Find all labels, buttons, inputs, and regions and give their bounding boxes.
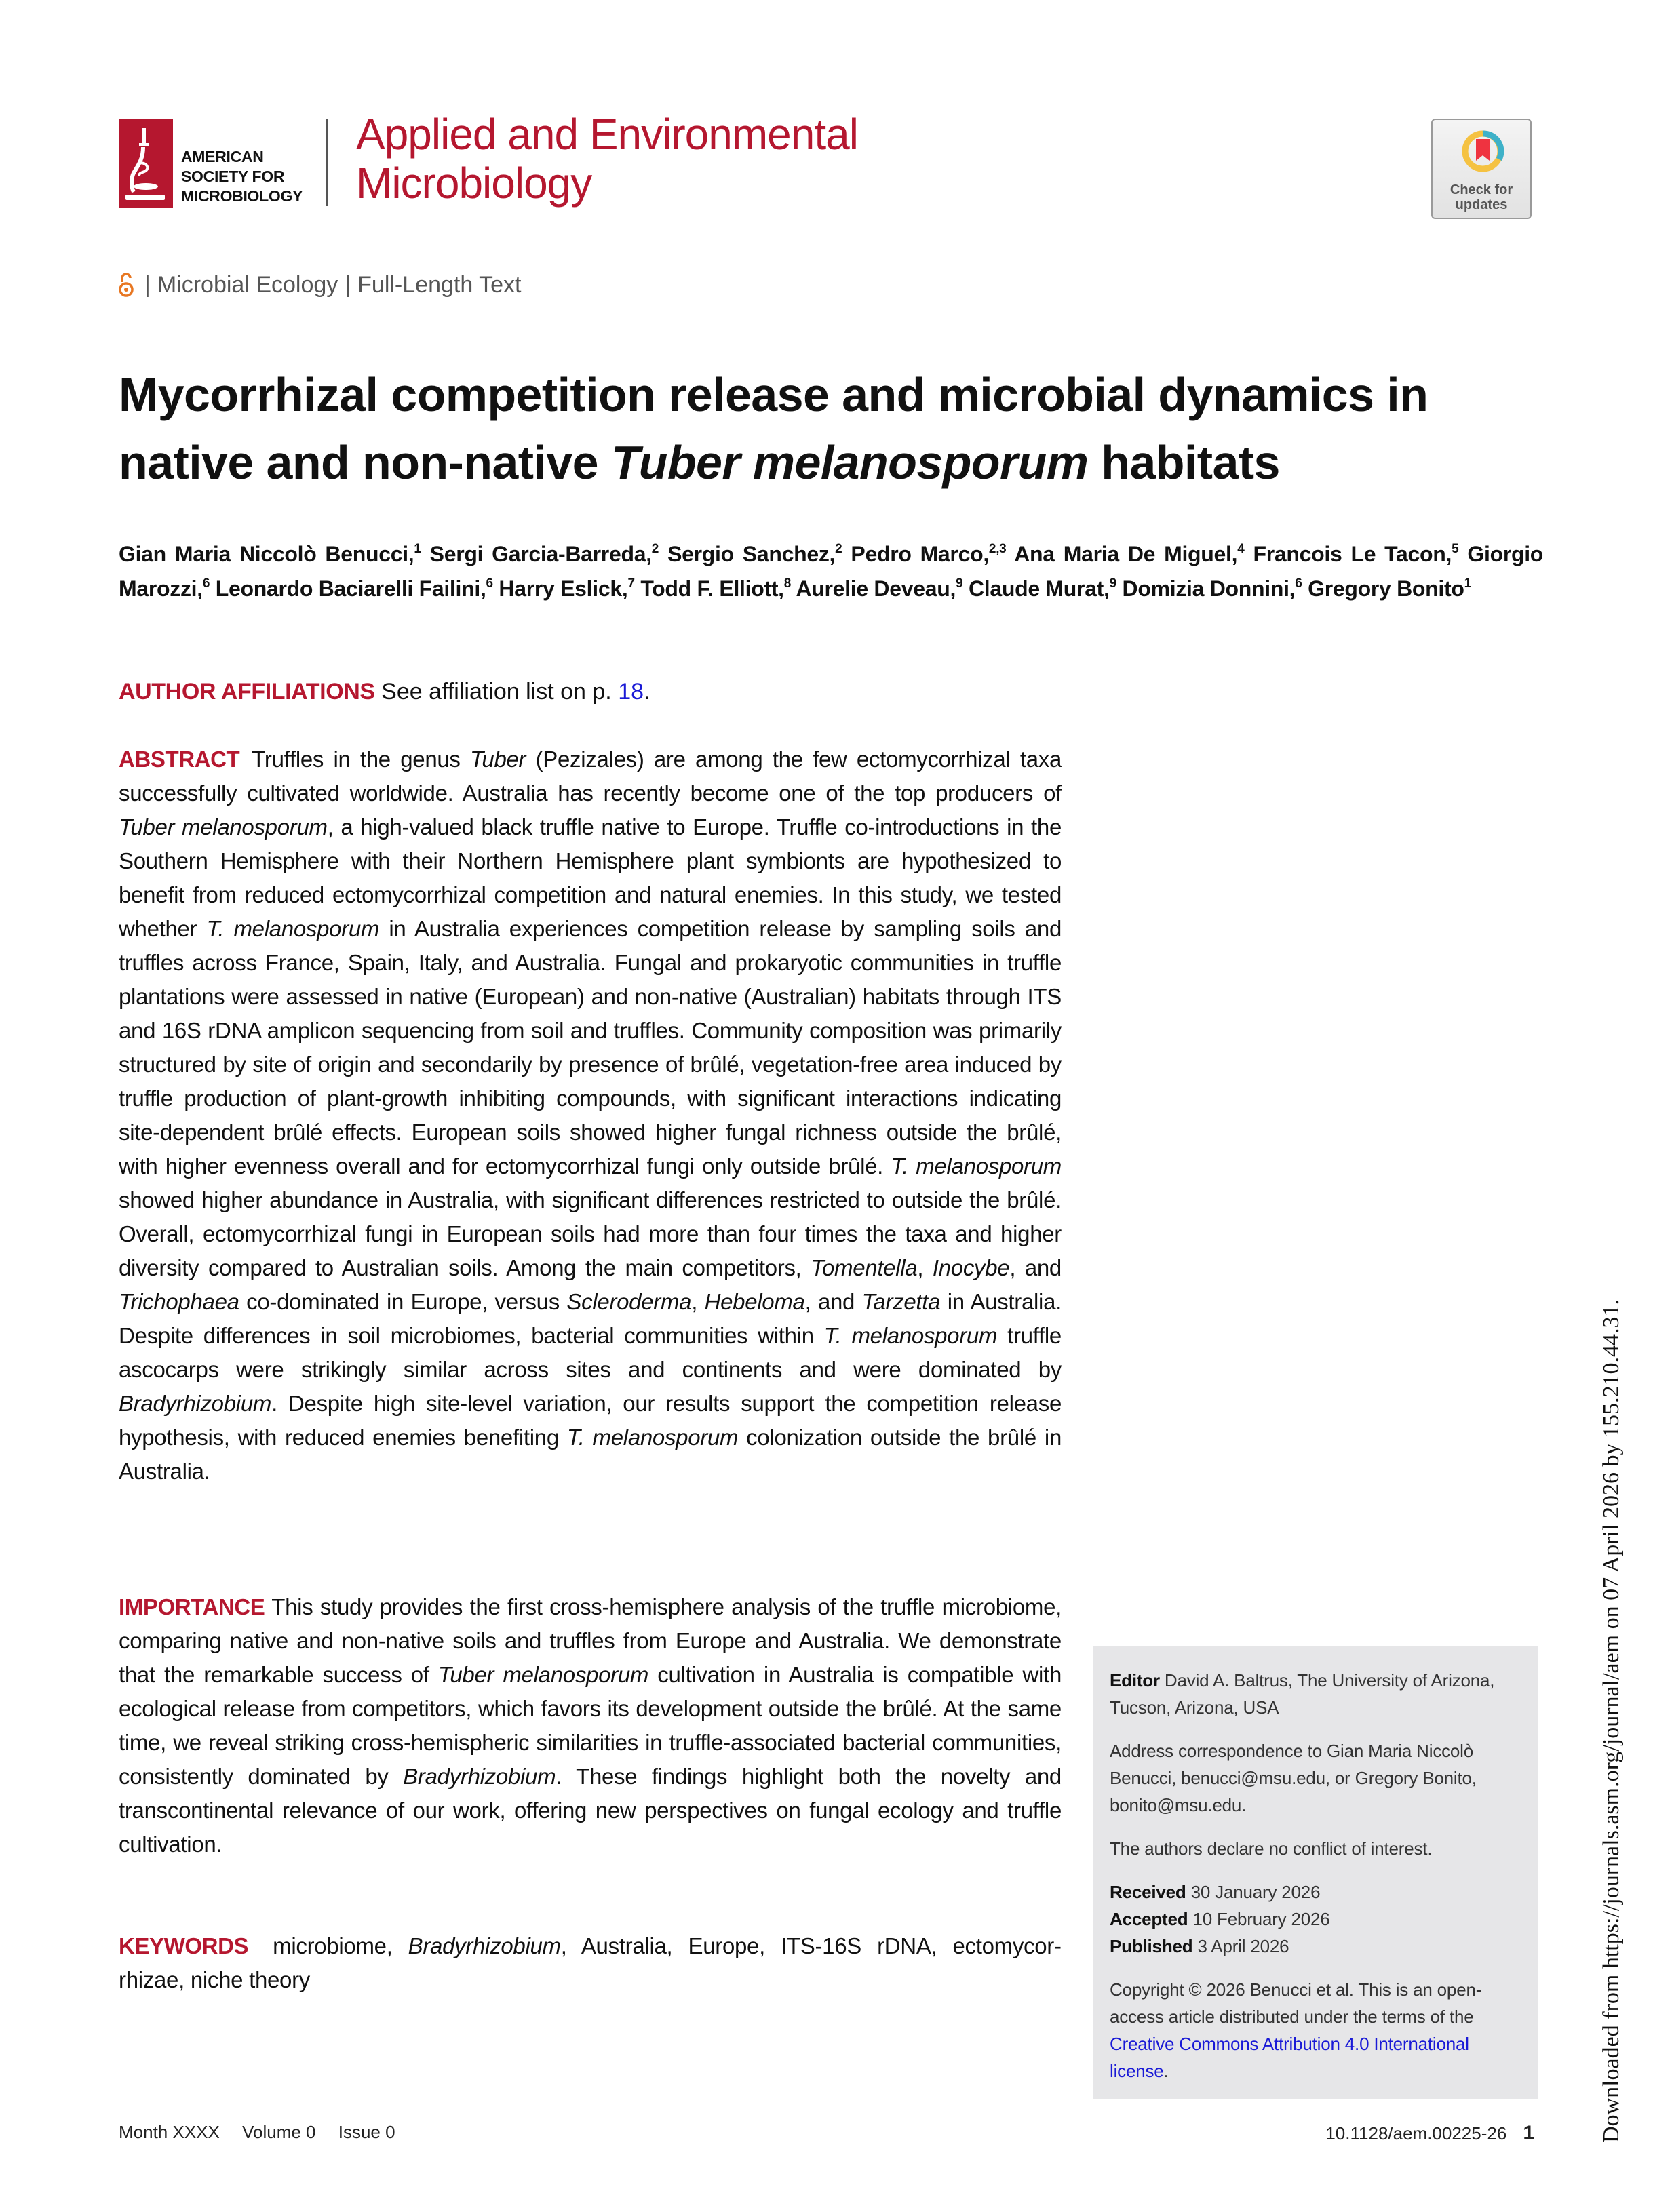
text-run: , Australia, Europe, ITS-16S rDNA, ectomycorrhizae, niche theory — [119, 1933, 1062, 1992]
article-info-box — [1093, 1646, 1538, 2099]
author-name[interactable]: Harry Eslick, — [499, 576, 628, 601]
text-run: . These findings highlight both the novelty and transcontinental relevance of our work, offering new perspectives on fungal ecology and truffle cultivation. — [119, 1764, 1062, 1857]
author-name[interactable]: Aurelie Deveau, — [796, 576, 956, 601]
affiliations-text: See affiliation list on p. — [381, 679, 619, 705]
affiliation-number: 1 — [1464, 576, 1471, 591]
received-value: 30 January 2026 — [1186, 1882, 1321, 1902]
publisher-name — [181, 121, 303, 206]
author-list — [119, 537, 1543, 606]
text-run: in Australia. Despite differences in soil microbiomes, bacterial communities within — [119, 1289, 1062, 1348]
taxon-name: Tuber — [469, 747, 526, 772]
copyright-text: Copyright © 2026 Benucci et al. This is an open-access article distributed under the terms of the — [1110, 1979, 1482, 2027]
footer-volume: Volume 0 — [242, 2122, 316, 2142]
text-run: showed higher abundance in Australia, with significant differences restricted to outside the brûlé. Overall, ectomycorrhizal fungi in European soils had more than four times the taxa and higher diversity compared to Australian soils. Among the main competitors, — [119, 1187, 1062, 1280]
author-name[interactable]: Pedro Marco, — [851, 542, 989, 566]
editor-text: David A. Baltrus, The University of Arizona, Tucson, Arizona, USA — [1110, 1670, 1495, 1718]
affiliation-number: 7 — [627, 576, 635, 591]
open-access-icon — [119, 271, 134, 298]
author-name[interactable]: Sergio Sanchez, — [667, 542, 836, 566]
taxon-name: Inocybe — [932, 1255, 1010, 1280]
journal-title-line: Microbiology — [356, 159, 592, 208]
affiliation-number: 2,3 — [988, 542, 1007, 556]
text-run: (Pezizales) are among the few ectomycorrhizal taxa successfully cultivated worldwide. Australia has recently become one of the top producers of — [119, 747, 1062, 806]
text-run: microbiome, — [273, 1933, 408, 1958]
download-watermark: Downloaded from https://journals.asm.org/journal/aem on 07 April 2026 by 155.210.44.31. — [1599, 1299, 1624, 2143]
abstract-label: ABSTRACT — [119, 747, 240, 772]
title-text: Mycorrhizal competition release and microbial dynamics in native and non-native — [119, 368, 1428, 489]
text-run: in Australia experiences competition release by sampling soils and truffles across France, Spain, Italy, and Australia. Fungal and prokaryotic communities in truffle plantations were assessed in native (European) and non-native (Australian) habitats through ITS and 16S rDNA amplicon sequencing from soil and truffles. Community composition was primarily structured by site of origin and secondarily by presence of brûlé, vegetation-free area induced by truffle production of plant-growth inhibiting compounds, with significant interactions indicating site-dependent brûlé effects. European soils showed higher fungal richness outside the brûlé, with higher evenness overall and for ectomycorrhizal fungi only outside brûlé. — [119, 916, 1062, 1179]
article-dates — [1110, 1878, 1522, 1960]
taxon-name: Bradyrhizobium — [119, 1391, 272, 1416]
microscope-icon — [119, 119, 173, 208]
section-name: Microbial Ecology — [157, 271, 338, 298]
text-run: , — [691, 1289, 705, 1314]
keywords-label: KEYWORDS — [119, 1933, 249, 1958]
footer-month: Month XXXX — [119, 2122, 220, 2142]
conflict-statement: The authors declare no conflict of interest. — [1110, 1838, 1433, 1859]
page-number: 1 — [1523, 2122, 1534, 2144]
license-link[interactable]: Creative Commons Attribution 4.0 International license — [1110, 2034, 1469, 2081]
keywords — [119, 1929, 1062, 1997]
author-name[interactable]: Domizia Donnini, — [1122, 576, 1296, 601]
publisher-name-line: MICROBIOLOGY — [181, 186, 303, 205]
text-run: Truffles in the genus — [252, 747, 470, 772]
author-name[interactable]: Leonardo Baciarelli Failini, — [215, 576, 486, 601]
text-run: truffle ascocarps were strikingly similar across sites and continents and were dominated by — [119, 1323, 1062, 1382]
copyright-end: . — [1163, 2061, 1169, 2081]
affiliation-number: 1 — [414, 542, 421, 556]
taxon-name: Bradyrhizobium — [403, 1764, 556, 1789]
text-run: This study provides the first cross-hemisphere analysis of the truffle microbiome, comparing native and non-native soils and truffles from Europe and Australia. We demonstrate that the remarkable success of — [119, 1594, 1062, 1687]
author-name[interactable]: Claude Murat, — [968, 576, 1110, 601]
taxon-name: Tuber melanosporum — [437, 1662, 649, 1687]
article-title — [119, 361, 1475, 496]
published-label: Published — [1110, 1936, 1193, 1956]
text-run: . Despite high site-level variation, our results support the competition release hypothesis, with reduced enemies benefiting — [119, 1391, 1062, 1450]
author-name[interactable]: Gregory Bonito — [1308, 576, 1464, 601]
taxon-name: Hebeloma — [704, 1289, 805, 1314]
publisher-name-line: SOCIETY FOR — [181, 167, 285, 185]
taxon-name: Bradyrhizobium — [408, 1933, 561, 1958]
taxon-name: T. melanosporum — [206, 916, 380, 941]
check-for-updates-label — [1433, 182, 1530, 212]
author-name[interactable]: Sergi Garcia-Barreda, — [429, 542, 652, 566]
taxon-name: T. melanosporum — [891, 1153, 1062, 1179]
taxon-name: Tarzetta — [861, 1289, 941, 1314]
published-date — [1110, 1933, 1522, 1960]
taxon-name: Trichophaea — [119, 1289, 239, 1314]
affiliations-page-link[interactable]: 18 — [618, 679, 644, 705]
text-run: co-dominated in Europe, versus — [239, 1289, 567, 1314]
published-value: 3 April 2026 — [1192, 1936, 1289, 1956]
received-date — [1110, 1878, 1522, 1905]
abstract — [119, 743, 1062, 1488]
text-run: , a high-valued black truffle native to Europe. Truffle co-introductions in the Southern Hemisphere with their Northern Hemisphere plant symbionts are hypothesized to benefit from reduced ectomycorrhizal competition and natural enemies. In this study, we tested whether — [119, 814, 1062, 941]
logo-divider — [326, 119, 328, 206]
copyright — [1110, 1976, 1522, 2085]
taxon-name: T. melanosporum — [566, 1425, 739, 1450]
taxon-name: T. melanosporum — [823, 1323, 998, 1348]
affiliations-label: AUTHOR AFFILIATIONS — [119, 679, 375, 705]
received-label: Received — [1110, 1882, 1186, 1902]
correspondence: Address correspondence to Gian Maria Niccolò Benucci, benucci@msu.edu, or Gregory Bonito, bonito@msu.edu. — [1110, 1741, 1477, 1815]
author-name[interactable]: Gian Maria Niccolò Benucci, — [119, 542, 414, 566]
author-name[interactable]: Giorgio Marozzi, — [119, 542, 1544, 601]
affiliation-number: 6 — [486, 576, 493, 591]
check-for-updates-button[interactable] — [1431, 119, 1532, 219]
affiliations-text-end: . — [644, 679, 650, 705]
publisher-name-line: AMERICAN — [181, 147, 264, 165]
separator: | — [345, 271, 351, 298]
footer-issue: Issue 0 — [338, 2122, 395, 2142]
editor-info — [1110, 1667, 1522, 1721]
taxon-name: Tuber melanosporum — [119, 814, 328, 840]
affiliation-number: 9 — [956, 576, 963, 591]
affiliation-number: 4 — [1237, 542, 1245, 556]
affiliation-number: 2 — [651, 542, 659, 556]
keywords-body — [119, 1933, 1062, 1992]
article-category — [119, 271, 521, 298]
affiliation-number: 9 — [1109, 576, 1116, 591]
taxon-name: Tomentella — [811, 1255, 918, 1280]
journal-title[interactable] — [356, 110, 858, 208]
affiliation-number: 6 — [202, 576, 210, 591]
abstract-body — [119, 747, 1062, 1484]
author-affiliations — [119, 679, 650, 705]
text-run: cultivation in Australia is compatible with ecological release from competitors, which favors its development outside the brûlé. At the same time, we reveal striking cross-hemispheric similarities in truffle-associated bacterial communities, consistently dominated by — [119, 1662, 1062, 1789]
asm-logo[interactable] — [119, 119, 303, 208]
affiliation-number: 2 — [835, 542, 842, 556]
importance-label: IMPORTANCE — [119, 1594, 265, 1619]
article-type: Full-Length Text — [357, 271, 522, 298]
text-run: , and — [804, 1289, 862, 1314]
accepted-date — [1110, 1905, 1522, 1933]
affiliation-number: 8 — [783, 576, 792, 591]
author-name[interactable]: Ana Maria De Miguel, — [1014, 542, 1238, 566]
accepted-value: 10 February 2026 — [1188, 1909, 1330, 1929]
text-run: colonization outside the brûlé in Australia. — [119, 1425, 1062, 1484]
journal-title-line: Applied and Environmental — [356, 110, 858, 159]
check-updates-line: Check for — [1450, 182, 1513, 197]
footer-doi-block — [1325, 2122, 1534, 2145]
check-updates-line: updates — [1455, 197, 1508, 212]
text-run: , and — [1009, 1255, 1062, 1280]
importance-body — [119, 1594, 1062, 1857]
footer-issue-info — [119, 2122, 413, 2143]
footer-doi[interactable]: 10.1128/aem.00225-26 — [1325, 2123, 1507, 2144]
affiliation-number: 5 — [1452, 542, 1459, 556]
separator: | — [144, 271, 151, 298]
taxon-name: Scleroderma — [566, 1289, 692, 1314]
text-run: , — [917, 1255, 933, 1280]
title-species: Tuber melanosporum — [610, 436, 1089, 489]
title-text: habitats — [1088, 436, 1280, 489]
importance — [119, 1590, 1062, 1861]
crossmark-icon — [1461, 130, 1504, 173]
accepted-label: Accepted — [1110, 1909, 1188, 1929]
author-name[interactable]: Francois Le Tacon, — [1253, 542, 1452, 566]
author-name[interactable]: Todd F. Elliott, — [640, 576, 784, 601]
affiliation-number: 6 — [1295, 576, 1302, 591]
editor-label: Editor — [1110, 1670, 1160, 1691]
